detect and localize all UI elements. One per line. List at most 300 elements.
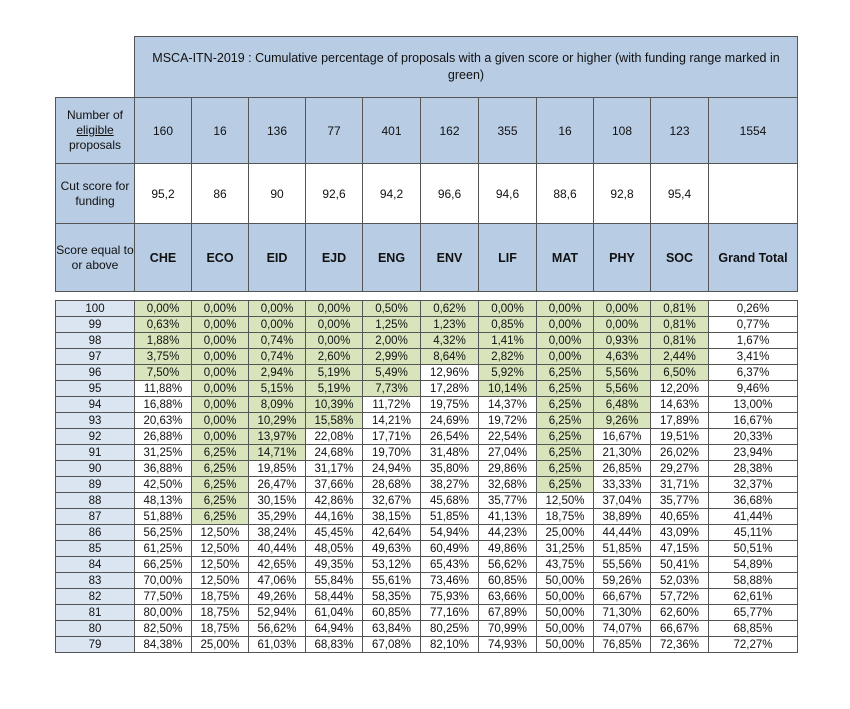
percentage-cell: 36,68%	[709, 493, 798, 509]
score-cell: 100	[56, 301, 135, 317]
score-table	[55, 36, 798, 653]
score-cell: 80	[56, 621, 135, 637]
percentage-cell: 0,00%	[537, 317, 594, 333]
percentage-cell: 19,85%	[249, 461, 306, 477]
percentage-cell: 37,04%	[594, 493, 651, 509]
percentage-cell: 35,77%	[479, 493, 537, 509]
cut-score-label: Cut score for funding	[56, 164, 135, 224]
percentage-cell: 29,27%	[651, 461, 709, 477]
percentage-cell: 0,00%	[537, 349, 594, 365]
percentage-cell: 6,25%	[537, 397, 594, 413]
percentage-cell: 2,60%	[306, 349, 363, 365]
percentage-cell: 6,25%	[537, 461, 594, 477]
percentage-cell: 20,33%	[709, 429, 798, 445]
title-corner	[56, 37, 135, 98]
percentage-cell: 6,25%	[537, 429, 594, 445]
score-cell: 97	[56, 349, 135, 365]
cut-score-value: 94,2	[363, 164, 421, 224]
percentage-cell: 67,89%	[479, 605, 537, 621]
percentage-cell: 66,67%	[651, 621, 709, 637]
percentage-cell: 2,94%	[249, 365, 306, 381]
percentage-cell: 6,25%	[192, 509, 249, 525]
percentage-cell: 26,02%	[651, 445, 709, 461]
percentage-cell: 60,85%	[363, 605, 421, 621]
percentage-cell: 6,25%	[192, 461, 249, 477]
percentage-cell: 43,75%	[537, 557, 594, 573]
eligible-count: 136	[249, 98, 306, 164]
percentage-cell: 45,11%	[709, 525, 798, 541]
percentage-cell: 38,15%	[363, 509, 421, 525]
percentage-cell: 55,84%	[306, 573, 363, 589]
cut-score-value: 86	[192, 164, 249, 224]
eligible-row	[56, 98, 798, 164]
percentage-cell: 0,00%	[537, 333, 594, 349]
table-row	[56, 301, 798, 317]
percentage-cell: 58,35%	[363, 589, 421, 605]
cut-score-value: 90	[249, 164, 306, 224]
percentage-cell: 0,00%	[192, 301, 249, 317]
percentage-cell: 45,45%	[306, 525, 363, 541]
percentage-cell: 0,00%	[306, 301, 363, 317]
percentage-cell: 56,62%	[479, 557, 537, 573]
percentage-cell: 17,71%	[363, 429, 421, 445]
percentage-cell: 5,19%	[306, 381, 363, 397]
percentage-cell: 32,67%	[363, 493, 421, 509]
percentage-cell: 13,00%	[709, 397, 798, 413]
table-row	[56, 333, 798, 349]
percentage-cell: 9,26%	[594, 413, 651, 429]
percentage-cell: 0,81%	[651, 301, 709, 317]
percentage-cell: 18,75%	[192, 589, 249, 605]
percentage-cell: 77,16%	[421, 605, 479, 621]
table-row	[56, 589, 798, 605]
percentage-cell: 63,84%	[363, 621, 421, 637]
percentage-cell: 6,25%	[537, 365, 594, 381]
percentage-cell: 0,00%	[192, 333, 249, 349]
percentage-cell: 52,94%	[249, 605, 306, 621]
percentage-cell: 10,14%	[479, 381, 537, 397]
percentage-cell: 72,36%	[651, 637, 709, 653]
percentage-cell: 14,21%	[363, 413, 421, 429]
percentage-cell: 0,81%	[651, 317, 709, 333]
gap-cell	[56, 292, 798, 301]
percentage-cell: 66,67%	[594, 589, 651, 605]
score-equal-label: Score equal to or above	[56, 224, 135, 292]
percentage-cell: 26,47%	[249, 477, 306, 493]
cut-score-value: 92,8	[594, 164, 651, 224]
percentage-cell: 7,50%	[135, 365, 192, 381]
column-header: EJD	[306, 224, 363, 292]
percentage-cell: 49,63%	[363, 541, 421, 557]
percentage-cell: 29,86%	[479, 461, 537, 477]
percentage-cell: 24,68%	[306, 445, 363, 461]
percentage-cell: 15,58%	[306, 413, 363, 429]
column-header: ENG	[363, 224, 421, 292]
percentage-cell: 0,00%	[249, 301, 306, 317]
percentage-cell: 0,00%	[594, 317, 651, 333]
percentage-cell: 44,44%	[594, 525, 651, 541]
percentage-cell: 48,13%	[135, 493, 192, 509]
percentage-cell: 31,25%	[135, 445, 192, 461]
percentage-cell: 43,09%	[651, 525, 709, 541]
percentage-cell: 14,63%	[651, 397, 709, 413]
percentage-cell: 51,85%	[421, 509, 479, 525]
percentage-cell: 5,49%	[363, 365, 421, 381]
percentage-cell: 76,85%	[594, 637, 651, 653]
percentage-cell: 31,71%	[651, 477, 709, 493]
percentage-cell: 5,56%	[594, 365, 651, 381]
eligible-count: 401	[363, 98, 421, 164]
percentage-cell: 44,16%	[306, 509, 363, 525]
percentage-cell: 36,88%	[135, 461, 192, 477]
percentage-cell: 52,03%	[651, 573, 709, 589]
percentage-cell: 47,15%	[651, 541, 709, 557]
percentage-cell: 51,85%	[594, 541, 651, 557]
percentage-cell: 71,30%	[594, 605, 651, 621]
percentage-cell: 26,85%	[594, 461, 651, 477]
eligible-count: 162	[421, 98, 479, 164]
score-cell: 96	[56, 365, 135, 381]
percentage-cell: 30,15%	[249, 493, 306, 509]
percentage-cell: 82,50%	[135, 621, 192, 637]
percentage-cell: 72,27%	[709, 637, 798, 653]
percentage-cell: 56,62%	[249, 621, 306, 637]
score-cell: 84	[56, 557, 135, 573]
percentage-cell: 54,94%	[421, 525, 479, 541]
percentage-cell: 38,89%	[594, 509, 651, 525]
percentage-cell: 19,70%	[363, 445, 421, 461]
percentage-cell: 74,07%	[594, 621, 651, 637]
percentage-cell: 3,41%	[709, 349, 798, 365]
percentage-cell: 14,37%	[479, 397, 537, 413]
score-cell: 88	[56, 493, 135, 509]
percentage-cell: 0,00%	[306, 317, 363, 333]
table-row	[56, 557, 798, 573]
percentage-cell: 0,00%	[192, 317, 249, 333]
percentage-cell: 13,97%	[249, 429, 306, 445]
percentage-cell: 0,00%	[594, 301, 651, 317]
percentage-cell: 42,64%	[363, 525, 421, 541]
percentage-cell: 60,85%	[479, 573, 537, 589]
eligible-count: 16	[192, 98, 249, 164]
percentage-cell: 61,04%	[306, 605, 363, 621]
percentage-cell: 50,00%	[537, 605, 594, 621]
score-cell: 82	[56, 589, 135, 605]
percentage-cell: 0,77%	[709, 317, 798, 333]
percentage-cell: 1,23%	[421, 317, 479, 333]
percentage-cell: 17,28%	[421, 381, 479, 397]
percentage-cell: 75,93%	[421, 589, 479, 605]
percentage-cell: 35,29%	[249, 509, 306, 525]
percentage-cell: 27,04%	[479, 445, 537, 461]
percentage-cell: 58,44%	[306, 589, 363, 605]
percentage-cell: 0,00%	[249, 317, 306, 333]
score-cell: 91	[56, 445, 135, 461]
percentage-cell: 70,99%	[479, 621, 537, 637]
percentage-cell: 50,41%	[651, 557, 709, 573]
eligible-label-pre: Number of	[66, 108, 124, 122]
column-header: MAT	[537, 224, 594, 292]
percentage-cell: 37,66%	[306, 477, 363, 493]
eligible-count: 355	[479, 98, 537, 164]
percentage-cell: 53,12%	[363, 557, 421, 573]
percentage-cell: 12,50%	[192, 541, 249, 557]
table-row	[56, 637, 798, 653]
percentage-cell: 12,50%	[537, 493, 594, 509]
cut-score-value: 88,6	[537, 164, 594, 224]
percentage-cell: 1,88%	[135, 333, 192, 349]
table-row	[56, 541, 798, 557]
percentage-cell: 59,26%	[594, 573, 651, 589]
score-cell: 98	[56, 333, 135, 349]
table-row	[56, 493, 798, 509]
column-header: LIF	[479, 224, 537, 292]
table-row	[56, 413, 798, 429]
percentage-cell: 0,00%	[537, 301, 594, 317]
percentage-cell: 12,50%	[192, 525, 249, 541]
table-row	[56, 349, 798, 365]
eligible-label-link: eligible	[76, 123, 114, 137]
percentage-cell: 12,50%	[192, 573, 249, 589]
eligible-count: 123	[651, 98, 709, 164]
percentage-cell: 6,37%	[709, 365, 798, 381]
cut-score-value	[709, 164, 798, 224]
percentage-cell: 32,68%	[479, 477, 537, 493]
percentage-cell: 68,85%	[709, 621, 798, 637]
score-cell: 79	[56, 637, 135, 653]
percentage-cell: 18,75%	[192, 605, 249, 621]
score-cell: 83	[56, 573, 135, 589]
column-header: PHY	[594, 224, 651, 292]
percentage-cell: 50,51%	[709, 541, 798, 557]
table-row	[56, 605, 798, 621]
table-row	[56, 477, 798, 493]
percentage-cell: 40,65%	[651, 509, 709, 525]
table-row	[56, 429, 798, 445]
percentage-cell: 6,25%	[537, 381, 594, 397]
percentage-cell: 8,64%	[421, 349, 479, 365]
percentage-cell: 26,54%	[421, 429, 479, 445]
percentage-cell: 42,86%	[306, 493, 363, 509]
score-cell: 87	[56, 509, 135, 525]
percentage-cell: 7,73%	[363, 381, 421, 397]
score-cell: 90	[56, 461, 135, 477]
percentage-cell: 1,25%	[363, 317, 421, 333]
percentage-cell: 17,89%	[651, 413, 709, 429]
percentage-cell: 0,00%	[479, 301, 537, 317]
percentage-cell: 35,80%	[421, 461, 479, 477]
eligible-count: 16	[537, 98, 594, 164]
percentage-cell: 41,44%	[709, 509, 798, 525]
percentage-cell: 3,75%	[135, 349, 192, 365]
percentage-cell: 0,93%	[594, 333, 651, 349]
percentage-cell: 0,63%	[135, 317, 192, 333]
percentage-cell: 19,51%	[651, 429, 709, 445]
table-row	[56, 317, 798, 333]
percentage-cell: 25,00%	[192, 637, 249, 653]
percentage-cell: 12,96%	[421, 365, 479, 381]
percentage-cell: 6,50%	[651, 365, 709, 381]
percentage-cell: 55,61%	[363, 573, 421, 589]
eligible-label	[56, 98, 135, 164]
percentage-cell: 57,72%	[651, 589, 709, 605]
score-cell: 86	[56, 525, 135, 541]
percentage-cell: 42,65%	[249, 557, 306, 573]
table-row	[56, 461, 798, 477]
table-row	[56, 621, 798, 637]
percentage-cell: 18,75%	[192, 621, 249, 637]
column-header: EID	[249, 224, 306, 292]
percentage-cell: 28,68%	[363, 477, 421, 493]
score-cell: 92	[56, 429, 135, 445]
percentage-cell: 62,61%	[709, 589, 798, 605]
table-title: MSCA-ITN-2019 : Cumulative percentage of proposals with a given score or higher (with funding range marked in green)	[135, 37, 798, 98]
eligible-count: 77	[306, 98, 363, 164]
percentage-cell: 1,41%	[479, 333, 537, 349]
percentage-cell: 0,00%	[192, 413, 249, 429]
column-header: ECO	[192, 224, 249, 292]
percentage-cell: 10,39%	[306, 397, 363, 413]
percentage-cell: 1,67%	[709, 333, 798, 349]
percentage-cell: 0,00%	[135, 301, 192, 317]
percentage-cell: 38,27%	[421, 477, 479, 493]
percentage-cell: 70,00%	[135, 573, 192, 589]
percentage-cell: 80,25%	[421, 621, 479, 637]
percentage-cell: 21,30%	[594, 445, 651, 461]
percentage-cell: 38,24%	[249, 525, 306, 541]
percentage-cell: 48,05%	[306, 541, 363, 557]
cut-score-row	[56, 164, 798, 224]
percentage-cell: 26,88%	[135, 429, 192, 445]
table-row	[56, 573, 798, 589]
percentage-cell: 45,68%	[421, 493, 479, 509]
percentage-cell: 0,00%	[192, 397, 249, 413]
percentage-cell: 14,71%	[249, 445, 306, 461]
percentage-cell: 11,72%	[363, 397, 421, 413]
score-cell: 81	[56, 605, 135, 621]
percentage-cell: 62,60%	[651, 605, 709, 621]
percentage-cell: 0,26%	[709, 301, 798, 317]
percentage-cell: 0,00%	[192, 429, 249, 445]
percentage-cell: 82,10%	[421, 637, 479, 653]
percentage-cell: 0,00%	[192, 349, 249, 365]
table-row	[56, 365, 798, 381]
percentage-cell: 16,67%	[594, 429, 651, 445]
percentage-cell: 35,77%	[651, 493, 709, 509]
percentage-cell: 0,50%	[363, 301, 421, 317]
header-gap	[56, 292, 798, 301]
percentage-cell: 5,56%	[594, 381, 651, 397]
percentage-cell: 11,88%	[135, 381, 192, 397]
percentage-cell: 68,83%	[306, 637, 363, 653]
percentage-cell: 2,44%	[651, 349, 709, 365]
table-row	[56, 397, 798, 413]
percentage-cell: 50,00%	[537, 637, 594, 653]
percentage-cell: 0,81%	[651, 333, 709, 349]
percentage-cell: 4,32%	[421, 333, 479, 349]
percentage-cell: 49,26%	[249, 589, 306, 605]
title-row	[56, 37, 798, 98]
percentage-cell: 18,75%	[537, 509, 594, 525]
percentage-cell: 0,00%	[192, 365, 249, 381]
percentage-cell: 84,38%	[135, 637, 192, 653]
percentage-cell: 24,69%	[421, 413, 479, 429]
percentage-cell: 5,92%	[479, 365, 537, 381]
percentage-cell: 10,29%	[249, 413, 306, 429]
percentage-cell: 5,19%	[306, 365, 363, 381]
percentage-cell: 65,77%	[709, 605, 798, 621]
percentage-cell: 41,13%	[479, 509, 537, 525]
percentage-cell: 67,08%	[363, 637, 421, 653]
percentage-cell: 6,25%	[192, 445, 249, 461]
eligible-count: 160	[135, 98, 192, 164]
percentage-cell: 50,00%	[537, 621, 594, 637]
percentage-cell: 6,48%	[594, 397, 651, 413]
percentage-cell: 6,25%	[192, 477, 249, 493]
percentage-cell: 20,63%	[135, 413, 192, 429]
score-cell: 95	[56, 381, 135, 397]
column-header: CHE	[135, 224, 192, 292]
percentage-cell: 60,49%	[421, 541, 479, 557]
percentage-cell: 49,86%	[479, 541, 537, 557]
percentage-cell: 49,35%	[306, 557, 363, 573]
percentage-cell: 2,99%	[363, 349, 421, 365]
percentage-cell: 51,88%	[135, 509, 192, 525]
percentage-cell: 54,89%	[709, 557, 798, 573]
percentage-cell: 2,82%	[479, 349, 537, 365]
percentage-cell: 32,37%	[709, 477, 798, 493]
percentage-cell: 0,00%	[306, 333, 363, 349]
percentage-cell: 0,74%	[249, 333, 306, 349]
percentage-cell: 16,88%	[135, 397, 192, 413]
score-cell: 93	[56, 413, 135, 429]
table-row	[56, 509, 798, 525]
percentage-cell: 77,50%	[135, 589, 192, 605]
percentage-cell: 0,85%	[479, 317, 537, 333]
score-cell: 85	[56, 541, 135, 557]
percentage-cell: 80,00%	[135, 605, 192, 621]
cut-score-value: 96,6	[421, 164, 479, 224]
percentage-cell: 6,25%	[537, 413, 594, 429]
percentage-cell: 31,17%	[306, 461, 363, 477]
percentage-cell: 12,50%	[192, 557, 249, 573]
percentage-cell: 42,50%	[135, 477, 192, 493]
percentage-cell: 50,00%	[537, 573, 594, 589]
percentage-cell: 28,38%	[709, 461, 798, 477]
table-row	[56, 525, 798, 541]
score-cell: 99	[56, 317, 135, 333]
column-header: ENV	[421, 224, 479, 292]
eligible-count: 1554	[709, 98, 798, 164]
percentage-cell: 6,25%	[537, 445, 594, 461]
percentage-cell: 23,94%	[709, 445, 798, 461]
percentage-cell: 25,00%	[537, 525, 594, 541]
percentage-cell: 8,09%	[249, 397, 306, 413]
percentage-cell: 2,00%	[363, 333, 421, 349]
percentage-cell: 22,54%	[479, 429, 537, 445]
percentage-cell: 58,88%	[709, 573, 798, 589]
percentage-cell: 47,06%	[249, 573, 306, 589]
percentage-cell: 64,94%	[306, 621, 363, 637]
eligible-count: 108	[594, 98, 651, 164]
cut-score-value: 95,4	[651, 164, 709, 224]
percentage-cell: 66,25%	[135, 557, 192, 573]
table-row	[56, 445, 798, 461]
percentage-cell: 44,23%	[479, 525, 537, 541]
column-header: Grand Total	[709, 224, 798, 292]
percentage-cell: 31,48%	[421, 445, 479, 461]
cut-score-value: 92,6	[306, 164, 363, 224]
